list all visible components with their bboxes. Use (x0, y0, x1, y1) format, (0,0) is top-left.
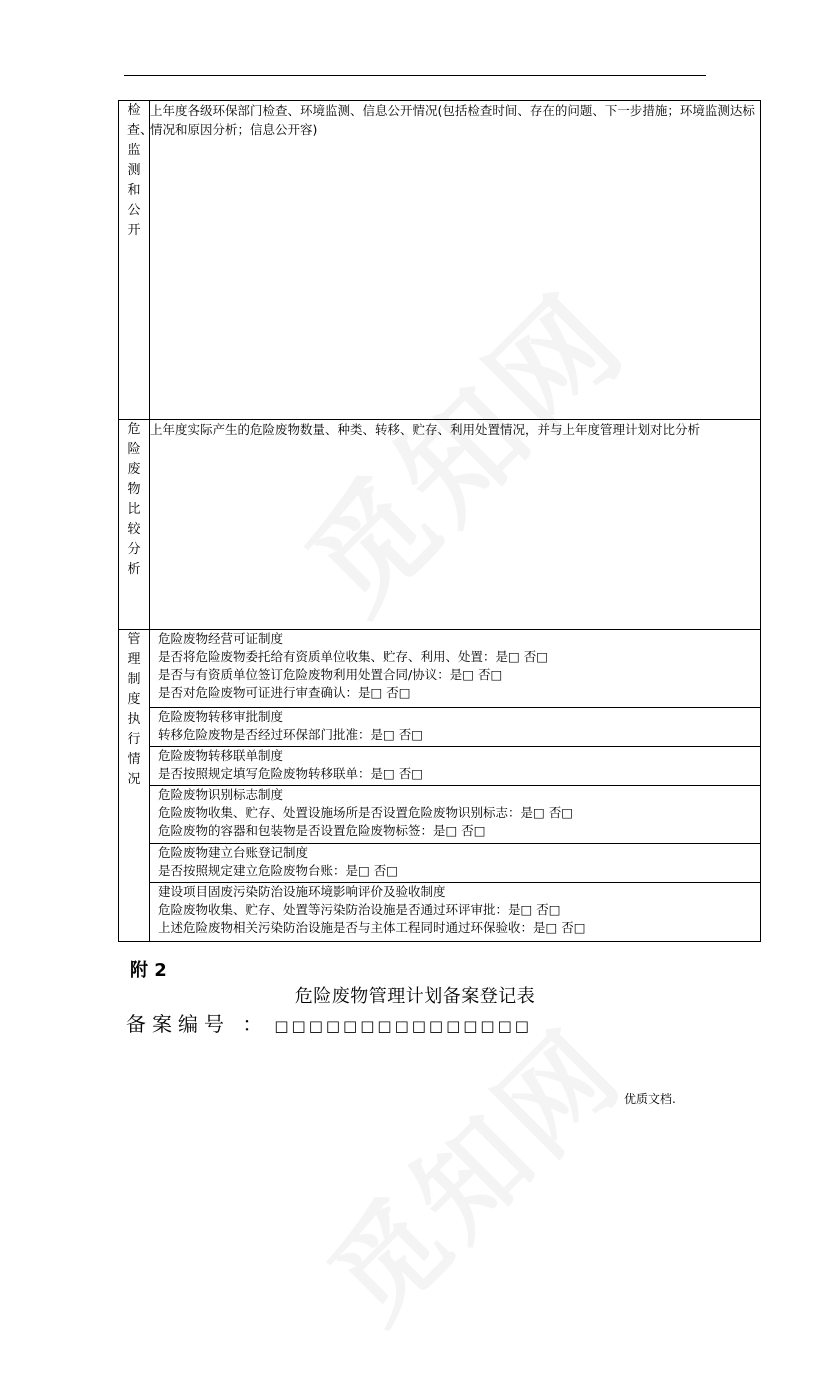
identification-label-block (150, 786, 760, 844)
ledger-block (150, 844, 760, 883)
eia-acceptance-block (150, 883, 760, 941)
inspection-field[interactable] (150, 101, 761, 420)
ledger-q1[interactable]: 是否按照规定建立危险废物台账：是□ 否□ (158, 863, 399, 878)
comparison-label: 危险废物比较分析 (119, 420, 150, 630)
management-checklist (150, 630, 761, 942)
transfer-manifest-title: 危险废物转移联单制度 (158, 748, 284, 763)
eia-q1[interactable]: 危险废物收集、贮存、处置等污染防治设施是否通过环评审批：是□ 否□ (158, 902, 561, 917)
transfer-approval-block (150, 708, 760, 747)
permit-system-block (150, 630, 760, 708)
filing-number-boxes[interactable]: □□□□□□□□□□□□□□□ (274, 1017, 532, 1035)
permit-q2[interactable]: 是否与有资质单位签订危险废物利用处置合同/协议：是□ 否□ (158, 667, 503, 682)
inspection-label: 检查、监测和公开 (119, 101, 150, 420)
form-title: 危险废物管理计划备案登记表 (294, 986, 536, 1007)
transfer-approval-title: 危险废物转移审批制度 (158, 709, 284, 724)
transfer-manifest-block (150, 747, 760, 786)
header-rule (124, 75, 706, 76)
filing-number-label: 备案编号 ： (126, 1012, 269, 1036)
management-label: 管理制度执行情况 (119, 630, 150, 942)
eia-q2[interactable]: 上述危险废物相关污染防治设施是否与主体工程同时通过环保验收：是□ 否□ (158, 920, 586, 935)
transfer-approval-q1[interactable]: 转移危险废物是否经过环保部门批准：是□ 否□ (158, 727, 424, 742)
comparison-row (119, 420, 761, 630)
record-form-table (118, 100, 761, 942)
filing-number-row (126, 1008, 532, 1037)
ledger-title: 危险废物建立台账登记制度 (158, 845, 309, 860)
management-row (119, 630, 761, 942)
transfer-manifest-q1[interactable]: 是否按照规定填写危险废物转移联单：是□ 否□ (158, 766, 424, 781)
comparison-field[interactable] (150, 420, 761, 630)
permit-q3[interactable]: 是否对危险废物可证进行审查确认：是□ 否□ (158, 685, 411, 700)
inspection-row (119, 101, 761, 420)
permit-title: 危险废物经营可证制度 (158, 631, 284, 646)
eia-title: 建设项目固废污染防治设施环境影响评价及验收制度 (158, 884, 446, 899)
identification-title: 危险废物识别标志制度 (158, 787, 284, 802)
footer-note: 优质文档. (624, 1092, 676, 1106)
comparison-prompt: 上年度实际产生的危险废物数量、种类、转移、贮存、利用处置情况，并与上年度管理计划对比分析 (150, 422, 701, 437)
inspection-prompt: 上年度各级环保部门检查、环境监测、信息公开情况(包括检查时间、存在的问题、下一步措施；环境监测达标情况和原因分析；信息公开容) (150, 103, 755, 137)
identification-q1[interactable]: 危险废物收集、贮存、处置设施场所是否设置危险废物识别标志：是□ 否□ (158, 805, 574, 820)
appendix-label: 附 2 (130, 960, 167, 981)
permit-q1[interactable]: 是否将危险废物委托给有资质单位收集、贮存、利用、处置：是□ 否□ (158, 649, 549, 664)
identification-q2[interactable]: 危险废物的容器和包装物是否设置危险废物标签：是□ 否□ (158, 823, 486, 838)
